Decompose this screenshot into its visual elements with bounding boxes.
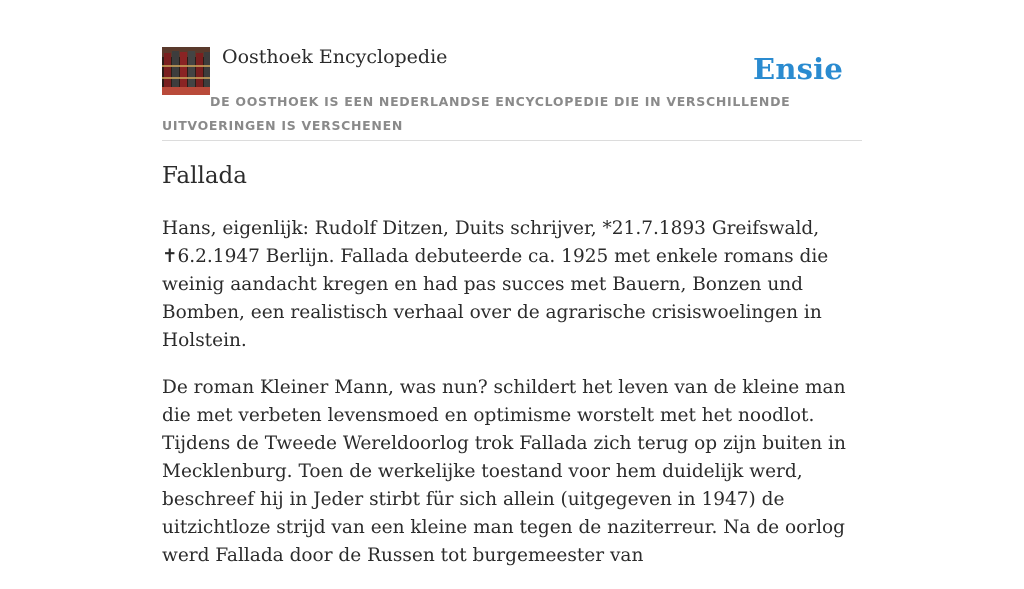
site-tagline: DE OOSTHOEK IS EEN NEDERLANDSE ENCYCLOPEDIE DIE IN VERSCHILLENDE UITVOERINGEN IS VERSCHENEN [162, 94, 791, 133]
article-paragraph: Hans, eigenlijk: Rudolf Ditzen, Duits schrijver, *21.7.1893 Greifswald, ✝6.2.1947 Berlijn. Fallada debuteerde ca. 1925 met enkele romans die weinig aandacht kregen en had pas succes met Bauern, Bonzen und Bomben, een realistisch verhaal over de agrarische crisiswoelingen in Holstein. [162, 218, 829, 351]
page [162, 0, 862, 566]
brand-logo-link[interactable]: Ensie [753, 52, 843, 86]
site-logo-icon[interactable] [162, 47, 210, 95]
article-body [162, 215, 862, 589]
site-header [162, 0, 862, 141]
article-paragraph: De roman Kleiner Mann, was nun? schildert het leven van de kleine man die met verbeten levensmoed en optimisme worstelt met het noodlot. Tijdens de Tweede Wereldoorlog trok Fallada zich terug op zijn buiten in Mecklenburg. Toen de werkelijke toestand voor hem duidelijk werd, beschreef hij in Jeder stirbt für sich allein (uitgegeven in 1947) de uitzichtloze strijd van een kleine man tegen de naziterreur. Na de oorlog werd Fallada door de Russen tot burgemeester van [162, 377, 846, 566]
site-title-link[interactable]: Oosthoek Encyclopedie [222, 46, 448, 68]
article-title: Fallada [162, 163, 247, 189]
book-spines-icon [162, 47, 210, 95]
